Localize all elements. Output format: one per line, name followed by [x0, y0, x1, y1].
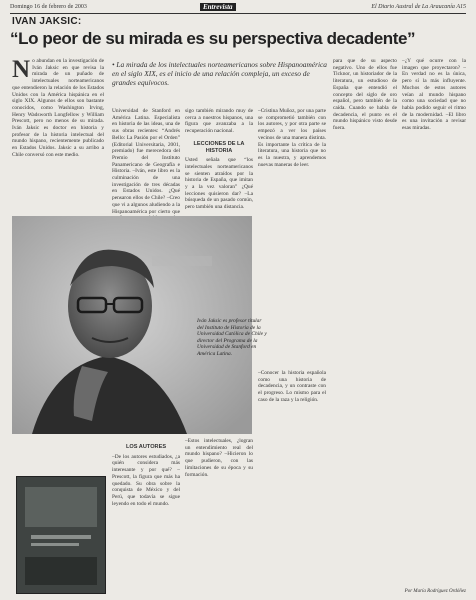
body-column-2-lower: [112, 438, 180, 509]
body-text: Usted señala que “los intelectuales norteamericanos se sienten atraídos por la historia de España, que imitan y a la vez valoran” ¿Qué lecciones quisieron dar? –La búsqueda de un pasado común, pero también una distancia.: [185, 157, 253, 211]
body-text: –Conocer la historia española como una historia de decadencia, y un contraste con el progreso. Lo mismo para el caso de la raza y la religión.: [258, 370, 326, 403]
body-column-4: [258, 108, 326, 170]
body-column-2: [112, 108, 180, 231]
subheading-lecciones: LECCIONES DE LA HISTORIA: [193, 140, 245, 154]
drop-cap: N: [12, 56, 31, 83]
intro-column: [12, 58, 104, 161]
body-text: –¿Y qué ocurre con la imagen que proyectaron? –En verdad no es la única, pero sí la más influyente. Muchos de estos autores veían al mundo hispano como una sociedad que no había podido seguir el ritmo de la modernidad. –El libro es una invitación a revisar esas miradas.: [402, 58, 466, 132]
intro-text: o abundan en la investigación de Iván Jaksic en que revisa la mirada de un puñado de intelectuales norteamericanos que entendieron la relación de los Estados Unidos con la América hispánica en el siglo XIX. Algunos de ellos son bastante conocidos, como Washington Irving, Henry Wadsworth Longfellow y William Prescott, pero no menos de su mirada. Iván Jaksic es doctor en historia y profesor de la historia intelectual del mundo hispano, recientemente publicado en Estados Unidos. Jaksic a su arribo a Chile conversó con este medio.: [12, 58, 104, 158]
body-text: Universidad de Stanford en América Latina. Especialista en historia de las ideas, una de sus obras recientes: “Andrés Bello: La Pasión por el Orden” (Editorial Universitaria, 2001, premiado) fue merecedora del Premio del Instituto Panamericano de Geografía e Historia. –Iván, este libro es la culminación de una investigación de tres décadas en Estados Unidos. ¿Qué pensaron ellos de Chile? –Creo que vi a algunos aludiendo a la Hispanoamérica por cierto que: [112, 108, 180, 215]
article-headline: “Lo peor de su mirada es su perspectiva decadente”: [10, 29, 416, 48]
book-cover-graphic: [17, 477, 105, 593]
body-column-3-lower: [185, 438, 253, 480]
article-kicker: IVAN JAKSIC:: [12, 16, 82, 27]
newspaper-name: El Diario Austral de La Araucanía A15: [371, 4, 466, 10]
body-column-6: [402, 58, 466, 134]
body-text: –Estos intelectuales, ¿logran un entendimiento real del mundo hispano? –Hicieron lo que pudieron, con las limitaciones de su época y su formación.: [185, 438, 253, 478]
body-text: –Cristina Muñoz, por una parte se comprometió también con los autores, y por otra parte se empezó a ver los países vecinos de una manera distinta. Es importante la crítica de la literatura, una historia que no es la nuestra, y aprendemos nuevas maneras de leer.: [258, 108, 326, 168]
photo-caption: Iván Jaksic es profesor titular del Instituto de Historia de la Universidad Católica de Chile y director del Programa de la Universidad de Stanford en América Latina.: [197, 318, 267, 357]
body-column-4-lower: [258, 370, 326, 406]
body-text: –De los autores estudiados, ¿a quién considera más interesante y por qué? –Prescott, la figura que más ha quedado. Su obra sobre la conquista de México y del Perú, que todavía se sigue leyendo en todo el mundo.: [112, 453, 180, 507]
body-column-3: [185, 108, 253, 213]
header-rule: [10, 13, 466, 14]
body-text: sigo también mirando muy de cerca a nuestros hispanos, una figura que avanzaba a la recuperación nacional.: [185, 108, 253, 135]
subheading-autores: LOS AUTORES: [125, 444, 167, 450]
page-header: [10, 3, 466, 13]
section-label: Entrevista: [200, 3, 236, 11]
book-cover-image: [16, 476, 106, 594]
body-column-5: [333, 58, 397, 134]
body-text: para que de su aspecto negativo. Uno de ellos fue Ticknor, un historiador de la literatura, un estudioso de España que entendió el concepto del siglo de oro español, pero también de la caída. Cuando se habla de decadencia, el punto es el mundo hispánico visto desde fuera.: [333, 58, 397, 132]
header-date: Domingo 16 de febrero de 2003: [10, 4, 87, 10]
author-credit: Por María Rodríguez Ordóñez: [404, 589, 466, 594]
article-deck: • La mirada de los intelectuales norteamericanos sobre Hispanoamérica en el siglo XIX, es el inicio de una relación compleja, un exceso de grandes equívocos.: [112, 60, 327, 87]
